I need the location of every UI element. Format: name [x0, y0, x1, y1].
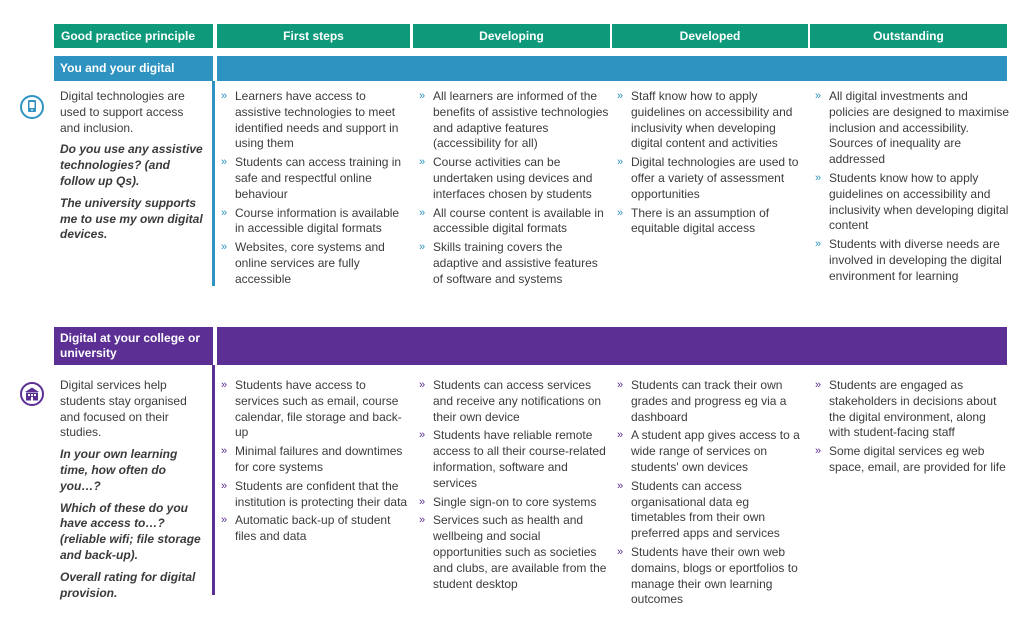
list-item: » Students are confident that the institution is protecting their data	[221, 479, 409, 511]
header-outstanding: Outstanding	[810, 24, 1007, 48]
list-item: » All learners are informed of the benefits of assistive technologies and adaptive features (accessibility for all)	[419, 89, 609, 152]
header-developing: Developing	[413, 24, 610, 48]
section-band-purple	[217, 327, 1007, 365]
campus-building-icon	[20, 382, 44, 406]
principle-text: Digital services help students stay organised and focused on their studies.	[60, 378, 187, 440]
section-title-digital-at-college: Digital at your college or university	[54, 327, 213, 365]
section-divider-blue	[212, 81, 215, 286]
list-item: » Students can access services and receive any notifications on their own device	[419, 378, 609, 425]
header-principle: Good practice principle	[54, 24, 213, 48]
principle-question: Do you use any assistive technologies? (and follow up Qs).	[60, 142, 203, 188]
principle-column-2	[60, 378, 205, 607]
principle-question: In your own learning time, how often do you…?	[60, 447, 178, 493]
principle-question: Which of these do you have access to…? (reliable wifi; file storage and back-up).	[60, 500, 201, 562]
accessibility-device-icon	[20, 95, 44, 119]
list-item: » Digital technologies are used to offer a variety of assessment opportunities	[617, 155, 807, 202]
first-steps-column-1	[221, 89, 409, 291]
list-item: » There is an assumption of equitable digital access	[617, 206, 807, 238]
list-item: » Students can access training in safe and respectful online behaviour	[221, 155, 409, 202]
first-steps-column-2	[221, 378, 409, 548]
list-item: » Students with diverse needs are involved in developing the digital environment for learning	[815, 237, 1010, 284]
developed-column-2	[617, 378, 807, 611]
list-item: » Skills training covers the adaptive and assistive features of software and systems	[419, 240, 609, 287]
list-item: » Services such as health and wellbeing and social opportunities such as societies and clubs, are available from the student desktop	[419, 513, 609, 592]
outstanding-column-2	[815, 378, 1010, 479]
list-item: » Students can track their own grades and progress eg via a dashboard	[617, 378, 807, 425]
developed-column-1	[617, 89, 807, 240]
list-item: » Students have reliable remote access to all their course-related information, software and services	[419, 428, 609, 491]
developing-column-2	[419, 378, 609, 595]
outstanding-column-1	[815, 89, 1010, 288]
list-item: » Students can access organisational data eg timetables from their own preferred apps and services	[617, 479, 807, 542]
header-first-steps: First steps	[217, 24, 410, 48]
principle-text: Digital technologies are used to support access and inclusion.	[60, 89, 185, 135]
list-item: » Students know how to apply guidelines on accessibility and inclusivity when developing digital content	[815, 171, 1010, 234]
list-item: » Students are engaged as stakeholders in decisions about the digital environment, along with student-facing staff	[815, 378, 1010, 441]
list-item: » Some digital services eg web space, email, are provided for life	[815, 444, 1010, 476]
list-item: » Students have access to services such as email, course calendar, file storage and back-up	[221, 378, 409, 441]
list-item: » Automatic back-up of student files and data	[221, 513, 409, 545]
list-item: » Staff know how to apply guidelines on accessibility and inclusivity when developing digital content and activities	[617, 89, 807, 152]
principle-question: Overall rating for digital provision.	[60, 569, 196, 600]
list-item: » All course content is available in accessible digital formats	[419, 206, 609, 238]
list-item: » A student app gives access to a wide range of services on students' own devices	[617, 428, 807, 475]
header-developed: Developed	[612, 24, 808, 48]
principle-column-1	[60, 89, 205, 249]
developing-column-1	[419, 89, 609, 291]
list-item: » All digital investments and policies are designed to maximise inclusion and accessibility. Sources of inequality are addressed	[815, 89, 1010, 168]
list-item: » Course information is available in accessible digital formats	[221, 206, 409, 238]
list-item: » Course activities can be undertaken using devices and interfaces chosen by students	[419, 155, 609, 202]
section-divider-purple	[212, 365, 215, 595]
list-item: » Websites, core systems and online services are fully accessible	[221, 240, 409, 287]
list-item: » Single sign-on to core systems	[419, 495, 609, 511]
section-title-you-and-your-digital: You and your digital	[54, 56, 213, 81]
principle-question: The university supports me to use my own digital devices.	[60, 195, 203, 242]
section-band-blue	[217, 56, 1007, 81]
list-item: » Students have their own web domains, blogs or eportfolios to manage their own learning outcomes	[617, 545, 807, 608]
list-item: » Minimal failures and downtimes for core systems	[221, 444, 409, 476]
list-item: » Learners have access to assistive technologies to meet identified needs and support in using them	[221, 89, 409, 152]
